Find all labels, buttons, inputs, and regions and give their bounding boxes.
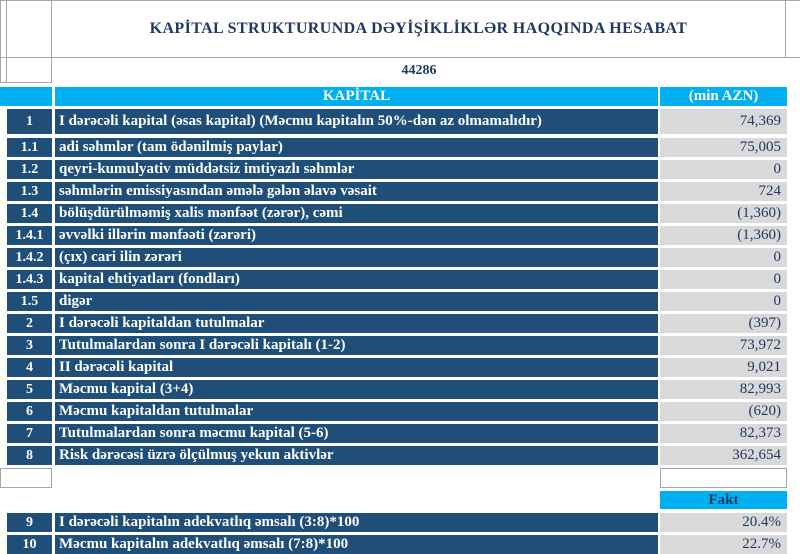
empty-cell (0, 468, 52, 488)
row-value: 74,369 (660, 109, 787, 134)
date-serial-value: 44286 (401, 62, 437, 78)
row-label: (çıx) cari ilin zərəri (55, 248, 658, 267)
row-value: 75,005 (660, 138, 787, 157)
row-value: (620) (660, 402, 787, 421)
date-row (0, 58, 800, 83)
table-row (0, 270, 800, 289)
row-value: 362,654 (660, 446, 787, 465)
table-row (0, 314, 800, 333)
row-label: digər (55, 292, 658, 311)
header-corner-cell (0, 87, 52, 106)
table-row (0, 204, 800, 223)
row-label: adi səhmlər (tam ödənilmiş paylar) (55, 138, 658, 157)
table-row (0, 182, 800, 201)
row-number: 1.4 (7, 204, 52, 223)
empty-cell (660, 468, 787, 488)
row-number: 1.4.3 (7, 270, 52, 289)
spacer-row (0, 468, 800, 488)
row-number: 1.5 (7, 292, 52, 311)
row-value: (397) (660, 314, 787, 333)
table-row (0, 138, 800, 157)
table-row (0, 535, 800, 554)
row-label: Məcmu kapitalın adekvatlıq əmsalı (7:8)*100 (55, 535, 658, 554)
row-label: qeyri-kumulyativ müddətsiz imtiyazlı səhmlər (55, 160, 658, 179)
table-row (0, 248, 800, 267)
row-number: 10 (7, 535, 52, 554)
row-number: 9 (7, 513, 52, 532)
row-label: Məcmu kapital (3+4) (55, 380, 658, 399)
row-value: 82,993 (660, 380, 787, 399)
row-number: 1.2 (7, 160, 52, 179)
row-number: 3 (7, 336, 52, 355)
row-value: 9,021 (660, 358, 787, 377)
row-label: Məcmu kapitaldan tutulmalar (55, 402, 658, 421)
row-number: 1.3 (7, 182, 52, 201)
column-header-row (0, 87, 800, 106)
title-cell (52, 1, 786, 57)
spacer-cell (0, 1, 7, 57)
row-label: II dərəcəli kapital (55, 358, 658, 377)
row-label: I dərəcəli kapitaldan tutulmalar (55, 314, 658, 333)
spacer-cell (7, 1, 52, 57)
row-label: Tutulmalardan sonra I dərəcəli kapitalı (1-2) (55, 336, 658, 355)
row-number: 1.4.1 (7, 226, 52, 245)
date-cell (52, 58, 786, 83)
row-label: I dərəcəli kapital (əsas kapital) (Məcmu kapitalın 50%-dən az olmamalıdır) (55, 109, 658, 134)
row-label: səhmlərin emissiyasından əmələ gələn əlavə vəsait (55, 182, 658, 201)
row-label: I dərəcəli kapitalın adekvatlıq əmsalı (3:8)*100 (55, 513, 658, 532)
spacer-cell (0, 58, 7, 83)
spacer-cell (7, 58, 52, 83)
row-label: Risk dərəcəsi üzrə ölçülmuş yekun aktivlər (55, 446, 658, 465)
row-number: 6 (7, 402, 52, 421)
table-row (0, 513, 800, 532)
row-label: bölüşdürülməmiş xalis mənfəət (zərər), cəmi (55, 204, 658, 223)
row-number: 1 (7, 109, 52, 134)
row-label: Tutulmalardan sonra məcmu kapital (5-6) (55, 424, 658, 443)
unit-header: (min AZN) (660, 87, 787, 106)
row-number: 4 (7, 358, 52, 377)
row-value: 0 (660, 292, 787, 311)
table-row (0, 358, 800, 377)
table-row (0, 226, 800, 245)
row-number: 5 (7, 380, 52, 399)
row-value: 73,972 (660, 336, 787, 355)
table-row (0, 402, 800, 421)
table-row (0, 109, 800, 134)
row-number: 2 (7, 314, 52, 333)
kapital-header: KAPİTAL (55, 87, 658, 106)
table-row (0, 160, 800, 179)
row-value: 82,373 (660, 424, 787, 443)
row-number: 1.1 (7, 138, 52, 157)
row-number: 8 (7, 446, 52, 465)
row-value: 724 (660, 182, 787, 201)
report-title: KAPİTAL STRUKTURUNDA DƏYİŞİKLİKLƏR HAQQINDA HESABAT (149, 20, 688, 37)
row-number: 1.4.2 (7, 248, 52, 267)
table-row (0, 292, 800, 311)
table-row (0, 424, 800, 443)
row-value: 0 (660, 270, 787, 289)
row-value: 0 (660, 160, 787, 179)
row-value: 0 (660, 248, 787, 267)
table-row (0, 446, 800, 465)
row-value: 22.7% (660, 535, 787, 554)
table-row (0, 380, 800, 399)
row-value: (1,360) (660, 204, 787, 223)
table-row (0, 336, 800, 355)
row-value: 20.4% (660, 513, 787, 532)
title-row (0, 0, 800, 58)
fakt-header: Fakt (660, 491, 787, 509)
row-label: kapital ehtiyatları (fondları) (55, 270, 658, 289)
fakt-header-row (0, 491, 800, 509)
row-number: 7 (7, 424, 52, 443)
row-label: əvvəlki illərin mənfəəti (zərəri) (55, 226, 658, 245)
row-value: (1,360) (660, 226, 787, 245)
